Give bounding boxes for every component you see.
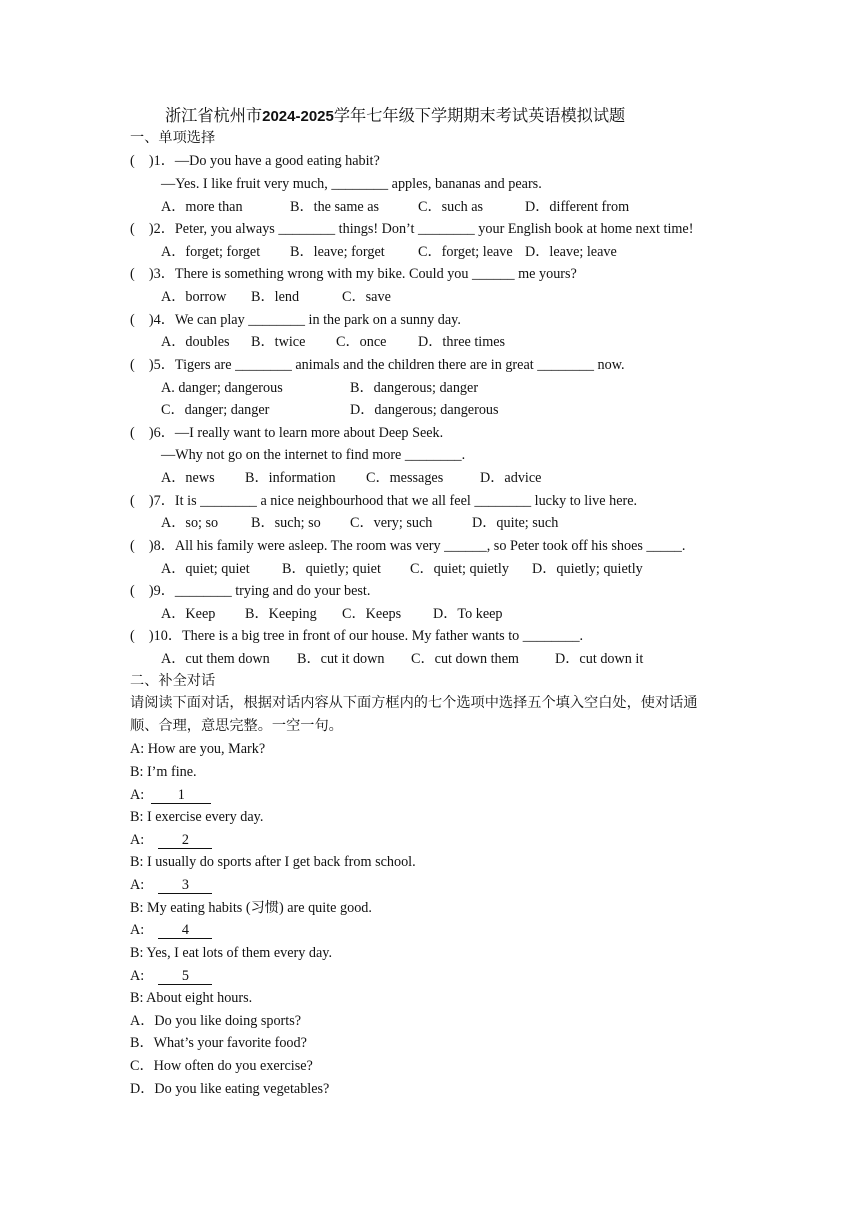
dialogue-line: A: 3 — [130, 876, 212, 894]
q8-option-b: B．quietly; quiet — [282, 561, 381, 577]
q4-option-d: D．three times — [418, 334, 506, 350]
q3-option-a: A．borrow — [161, 289, 227, 305]
q10-option-d: D．cut down it — [555, 651, 644, 667]
dialogue-line: B: I’m fine. — [130, 764, 197, 780]
q1-option-d: D．different from — [525, 199, 630, 215]
q7-option-a: A．so; so — [161, 515, 219, 531]
question-7-stem: ( )7．It is ________ a nice neighbourhood that we all feel ________ lucky to live here. — [130, 493, 638, 509]
q9-option-b: B．Keeping — [245, 606, 317, 622]
choice-option: B．What’s your favorite food? — [130, 1035, 307, 1051]
answer-blank[interactable]: 3 — [158, 878, 212, 894]
q8-option-d: D．quietly; quietly — [532, 561, 643, 577]
dialogue-line: A: 2 — [130, 831, 212, 849]
question-8-stem: ( )8．All his family were asleep. The room was very ______, so Peter took off his shoes _____. — [130, 538, 686, 554]
dialogue-line: A: 4 — [130, 921, 212, 939]
q1-option-b: B．the same as — [290, 199, 380, 215]
q2-option-a: A．forget; forget — [161, 244, 261, 260]
question-9-stem: ( )9．________ trying and do your best. — [130, 583, 371, 599]
q1-option-c: C．such as — [418, 199, 484, 215]
choice-option: C．How often do you exercise? — [130, 1058, 313, 1074]
q3-option-b: B．lend — [251, 289, 300, 305]
q7-option-d: D．quite; such — [472, 515, 559, 531]
q7-option-c: C．very; such — [350, 515, 433, 531]
q3-option-c: C．save — [342, 289, 391, 305]
question-1-line2: —Yes. I like fruit very much, ________ apples, bananas and pears. — [161, 176, 542, 192]
q2-option-b: B．leave; forget — [290, 244, 385, 260]
dialogue-line: B: About eight hours. — [130, 990, 253, 1006]
q4-option-a: A．doubles — [161, 334, 230, 350]
title-prefix: 浙江省杭州市 — [165, 107, 263, 125]
dialogue-line: B: Yes, I eat lots of them every day. — [130, 945, 333, 961]
q9-option-c: C．Keeps — [342, 606, 402, 622]
dialogue-line: A: 5 — [130, 967, 212, 985]
answer-blank[interactable]: 4 — [158, 923, 212, 939]
section2-instruction-line2: 顺、合理，意思完整。一空一句。 — [130, 718, 343, 734]
answer-blank[interactable]: 5 — [158, 969, 212, 985]
question-4-stem: ( )4．We can play ________ in the park on a sunny day. — [130, 312, 461, 328]
q5-option-b: B．dangerous; danger — [350, 380, 479, 396]
q5-option-a: A. danger; dangerous — [161, 380, 283, 396]
answer-blank[interactable]: 1 — [151, 788, 211, 804]
question-1-stem: ( )1．—Do you have a good eating habit? — [130, 153, 380, 169]
question-3-stem: ( )3．There is something wrong with my bike. Could you ______ me yours? — [130, 266, 577, 282]
q6-option-d: D．advice — [480, 470, 542, 486]
page-title — [165, 107, 625, 126]
q2-option-d: D．leave; leave — [525, 244, 617, 260]
q4-option-c: C．once — [336, 334, 387, 350]
q8-option-a: A．quiet; quiet — [161, 561, 250, 577]
q8-option-c: C．quiet; quietly — [410, 561, 509, 577]
q4-option-b: B．twice — [251, 334, 306, 350]
dialogue-line: B: My eating habits (习惯) are quite good. — [130, 900, 372, 916]
section2-instruction-line1: 请阅读下面对话，根据对话内容从下面方框内的七个选项中选择五个填入空白处，使对话通 — [130, 695, 698, 711]
q2-option-c: C．forget; leave — [418, 244, 513, 260]
q10-option-a: A．cut them down — [161, 651, 270, 667]
q10-option-c: C．cut down them — [411, 651, 519, 667]
q5-option-d: D．dangerous; dangerous — [350, 402, 499, 418]
q1-option-a: A．more than — [161, 199, 243, 215]
q5-option-c: C．danger; danger — [161, 402, 270, 418]
q7-option-b: B．such; so — [251, 515, 321, 531]
question-2-stem: ( )2．Peter, you always ________ things! Don’t ________ your English book at home next time! — [130, 221, 694, 237]
question-10-stem: ( )10．There is a big tree in front of our house. My father wants to ________. — [130, 628, 584, 644]
q6-option-a: A．news — [161, 470, 215, 486]
question-5-stem: ( )5．Tigers are ________ animals and the children there are in great ________ now. — [130, 357, 625, 373]
title-year: 2024-2025 — [262, 108, 334, 125]
choice-option: A．Do you like doing sports? — [130, 1013, 302, 1029]
section1-heading: 一、单项选择 — [130, 130, 216, 146]
section2-heading: 二、补全对话 — [130, 673, 216, 689]
answer-blank[interactable]: 2 — [158, 833, 212, 849]
question-6-line2: —Why not go on the internet to find more ________. — [161, 447, 466, 463]
q9-option-a: A．Keep — [161, 606, 216, 622]
q6-option-b: B．information — [245, 470, 336, 486]
title-suffix: 学年七年级下学期期末考试英语模拟试题 — [333, 107, 626, 125]
question-6-stem: ( )6．—I really want to learn more about Deep Seek. — [130, 425, 444, 441]
dialogue-line: B: I exercise every day. — [130, 809, 264, 825]
dialogue-line: B: I usually do sports after I get back from school. — [130, 854, 416, 870]
q9-option-d: D．To keep — [433, 606, 503, 622]
q6-option-c: C．messages — [366, 470, 444, 486]
q10-option-b: B．cut it down — [297, 651, 385, 667]
dialogue-line: A: How are you, Mark? — [130, 741, 266, 757]
choice-option: D．Do you like eating vegetables? — [130, 1081, 330, 1097]
dialogue-line: A: 1 — [130, 786, 211, 804]
